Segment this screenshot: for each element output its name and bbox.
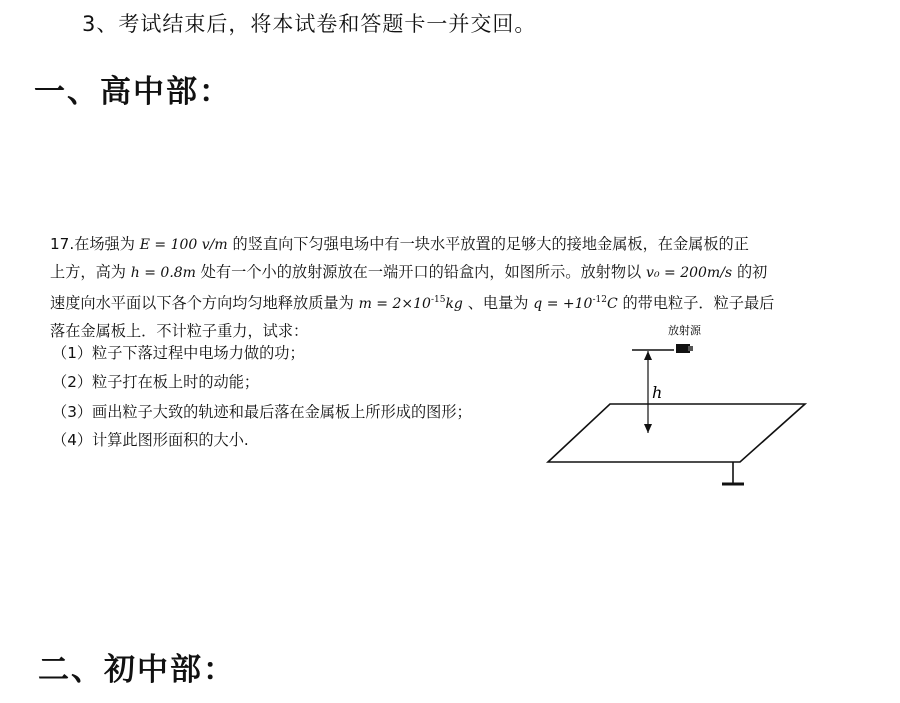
problem-text: 的初 [736,263,768,281]
problem-line-4: 落在金属板上．不计粒子重力，试求： [50,322,309,340]
exam-instruction: 3、考试结束后，将本试卷和答题卡一并交回。 [82,12,537,36]
question-1: （1）粒子下落过程中电场力做的功； [52,344,305,362]
question-2: （2）粒子打在板上时的动能； [52,373,260,391]
charge-formula [533,296,617,312]
problem-text: 速度向水平面以下各个方向均匀地释放质量为 [50,294,354,312]
velocity-formula: v₀ = 200m/s [646,265,733,281]
mass-unit: kg [445,296,463,312]
height-formula: h = 0.8m [130,265,196,281]
charge-unit: C [606,296,618,312]
mass-exponent: -15 [430,295,446,305]
metal-plate [548,404,805,462]
arrow-down-icon [644,424,652,433]
physics-diagram [540,318,820,498]
charge-exponent: -12 [592,295,607,305]
question-4: （4）计算此图形面积的大小. [52,431,249,449]
problem-text: 的带电粒子．粒子最后 [622,294,775,312]
problem-line-3 [50,287,850,318]
arrow-up-icon [644,351,652,360]
question-3: （3）画出粒子大致的轨迹和最后落在金属板上所形成的图形； [52,403,472,421]
height-label: h [652,383,663,402]
mass-base: m = 2×10 [358,296,431,312]
radiation-source-label: 放射源 [668,324,701,337]
problem-line-2 [50,259,850,287]
field-strength-formula: E = 100 v/m [139,237,228,253]
problem-text: 的竖直向下匀强电场中有一块水平放置的足够大的接地金属板，在金属板的正 [232,235,749,253]
problem-line-1 [50,231,850,259]
box-opening-icon [688,346,693,351]
lead-box-icon [676,344,690,353]
problem-text: 17.在场强为 [50,235,135,253]
problem-text: 上方，高为 [50,263,126,281]
mass-formula [359,296,463,312]
section-title-senior-high: 一、高中部： [34,74,232,110]
charge-base: q = +10 [533,296,593,312]
problem-text: 、电量为 [467,294,529,312]
section-title-junior-high: 二、初中部： [38,652,236,688]
problem-text: 处有一个小的放射源放在一端开口的铅盒内，如图所示。放射物以 [200,263,642,281]
